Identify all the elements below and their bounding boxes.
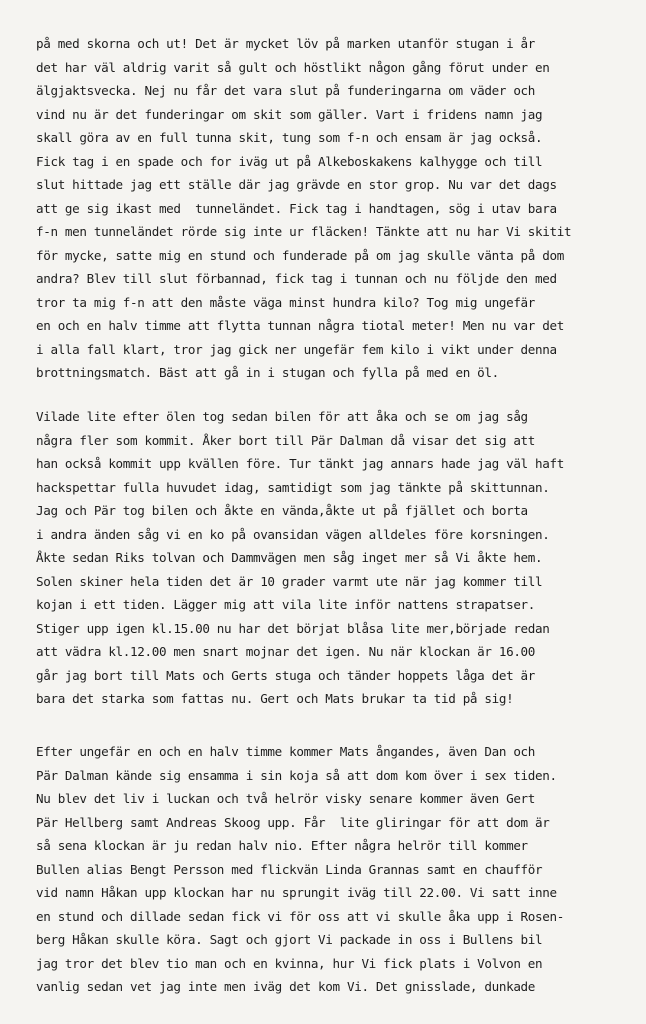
text-line: Vilade lite efter ölen tog sedan bilen för att åka och se om jag såg: [36, 409, 528, 424]
text-line: att ge sig ikast med tunneländet. Fick tag i handtagen, sög i utav bara: [36, 200, 557, 216]
text-line: det har väl aldrig varit så gult och höstlikt någon gång förut under en: [36, 59, 550, 75]
text-line: går jag bort till Mats och Gerts stuga och tänder hoppets låga det är: [36, 667, 536, 683]
text-line: Pär Dalman kände sig ensamma i sin koja så att dom kom över i sex tiden.: [36, 767, 557, 783]
text-line: brottningsmatch. Bäst att gå in i stugan och fylla på med en öl.: [36, 365, 499, 380]
text-line: att vädra kl.12.00 men snart mojnar det igen. Nu när klockan är 16.00: [36, 644, 536, 659]
text-line: slut hittade jag ett ställe där jag grävde en stor grop. Nu var det dags: [36, 177, 557, 192]
text-line: i andra änden såg vi en ko på ovansidan vägen alldeles före korsningen.: [36, 526, 550, 542]
text-line: så sena klockan är ju redan halv nio. Efter några helrör till kommer: [36, 838, 528, 853]
text-line: jag tror det blev tio man och en kvinna, hur Vi fick plats i Volvon en: [36, 955, 543, 971]
text-line: Fick tag i en spade och for iväg ut på Alkeboskakens kalhygge och till: [36, 153, 543, 169]
text-line: Stiger upp igen kl.15.00 nu har det börjat blåsa lite mer,började redan: [36, 620, 550, 636]
text-line: hackspettar fulla huvudet idag, samtidigt som jag tänkte på skittunnan.: [36, 479, 550, 495]
text-line: Åkte sedan Riks tolvan och Dammvägen men såg inget mer så Vi åkte hem.: [36, 550, 543, 565]
text-line: några fler som kommit. Åker bort till Pär Dalman då visar det sig att: [36, 432, 536, 448]
text-line: vind nu är det funderingar om skit som gäller. Vart i fridens namn jag: [36, 106, 543, 122]
text-line: Efter ungefär en och en halv timme kommer Mats ångandes, även Dan och: [36, 744, 536, 759]
paragraph-2: [36, 405, 636, 711]
text-line: för mycke, satte mig en stund och funderade på om jag skulle vänta på dom: [36, 247, 564, 263]
text-line: Nu blev det liv i luckan och två helrör visky senare kommer även Gert: [36, 791, 536, 806]
text-line: älgjaktsvecka. Nej nu får det vara slut på funderingarna om väder och: [36, 83, 536, 98]
text-line: vid namn Håkan upp klockan har nu sprungit iväg till 22.00. Vi satt inne: [36, 885, 557, 900]
text-line: på med skorna och ut! Det är mycket löv på marken utanför stugan i år: [36, 36, 536, 51]
text-line: skall göra av en full tunna skit, tung som f-n och ensam är jag också.: [36, 130, 543, 145]
text-line: Solen skiner hela tiden det är 10 grader varmt ute när jag kommer till: [36, 573, 543, 589]
text-line: han också kommit upp kvällen före. Tur tänkt jag annars hade jag väl haft: [36, 456, 564, 471]
text-line: f-n men tunneländet rörde sig inte ur fläcken! Tänkte att nu har Vi skitit: [36, 224, 572, 239]
text-line: en och en halv timme att flytta tunnan några tiotal meter! Men nu var det: [36, 318, 564, 333]
text-line: i alla fall klart, tror jag gick ner ungefär fem kilo i vikt under denna: [36, 341, 557, 357]
text-line: en stund och dillade sedan fick vi för oss att vi skulle åka upp i Rosen-: [36, 908, 564, 924]
text-line: kojan i ett tiden. Lägger mig att vila lite inför nattens strapatser.: [36, 597, 536, 612]
text-line: andra? Blev till slut förbannad, fick tag i tunnan och nu följde den med: [36, 271, 557, 286]
text-line: Pär Hellberg samt Andreas Skoog upp. Får lite gliringar för att dom är: [36, 814, 550, 830]
paragraph-3: [36, 740, 636, 999]
text-line: berg Håkan skulle köra. Sagt och gjort Vi packade in oss i Bullens bil: [36, 932, 543, 947]
text-line: tror ta mig f-n att den måste väga minst hundra kilo? Tog mig ungefär: [36, 294, 536, 310]
text-line: Bullen alias Bengt Persson med flickvän Linda Grannas samt en chaufför: [36, 861, 543, 877]
paragraph-1: [36, 32, 636, 385]
text-line: Jag och Pär tog bilen och åkte en vända,åkte ut på fjället och borta: [36, 503, 528, 518]
text-line: vanlig sedan vet jag inte men iväg det kom Vi. Det gnisslade, dunkade: [36, 979, 536, 994]
text-line: bara det starka som fattas nu. Gert och Mats brukar ta tid på sig!: [36, 691, 514, 706]
